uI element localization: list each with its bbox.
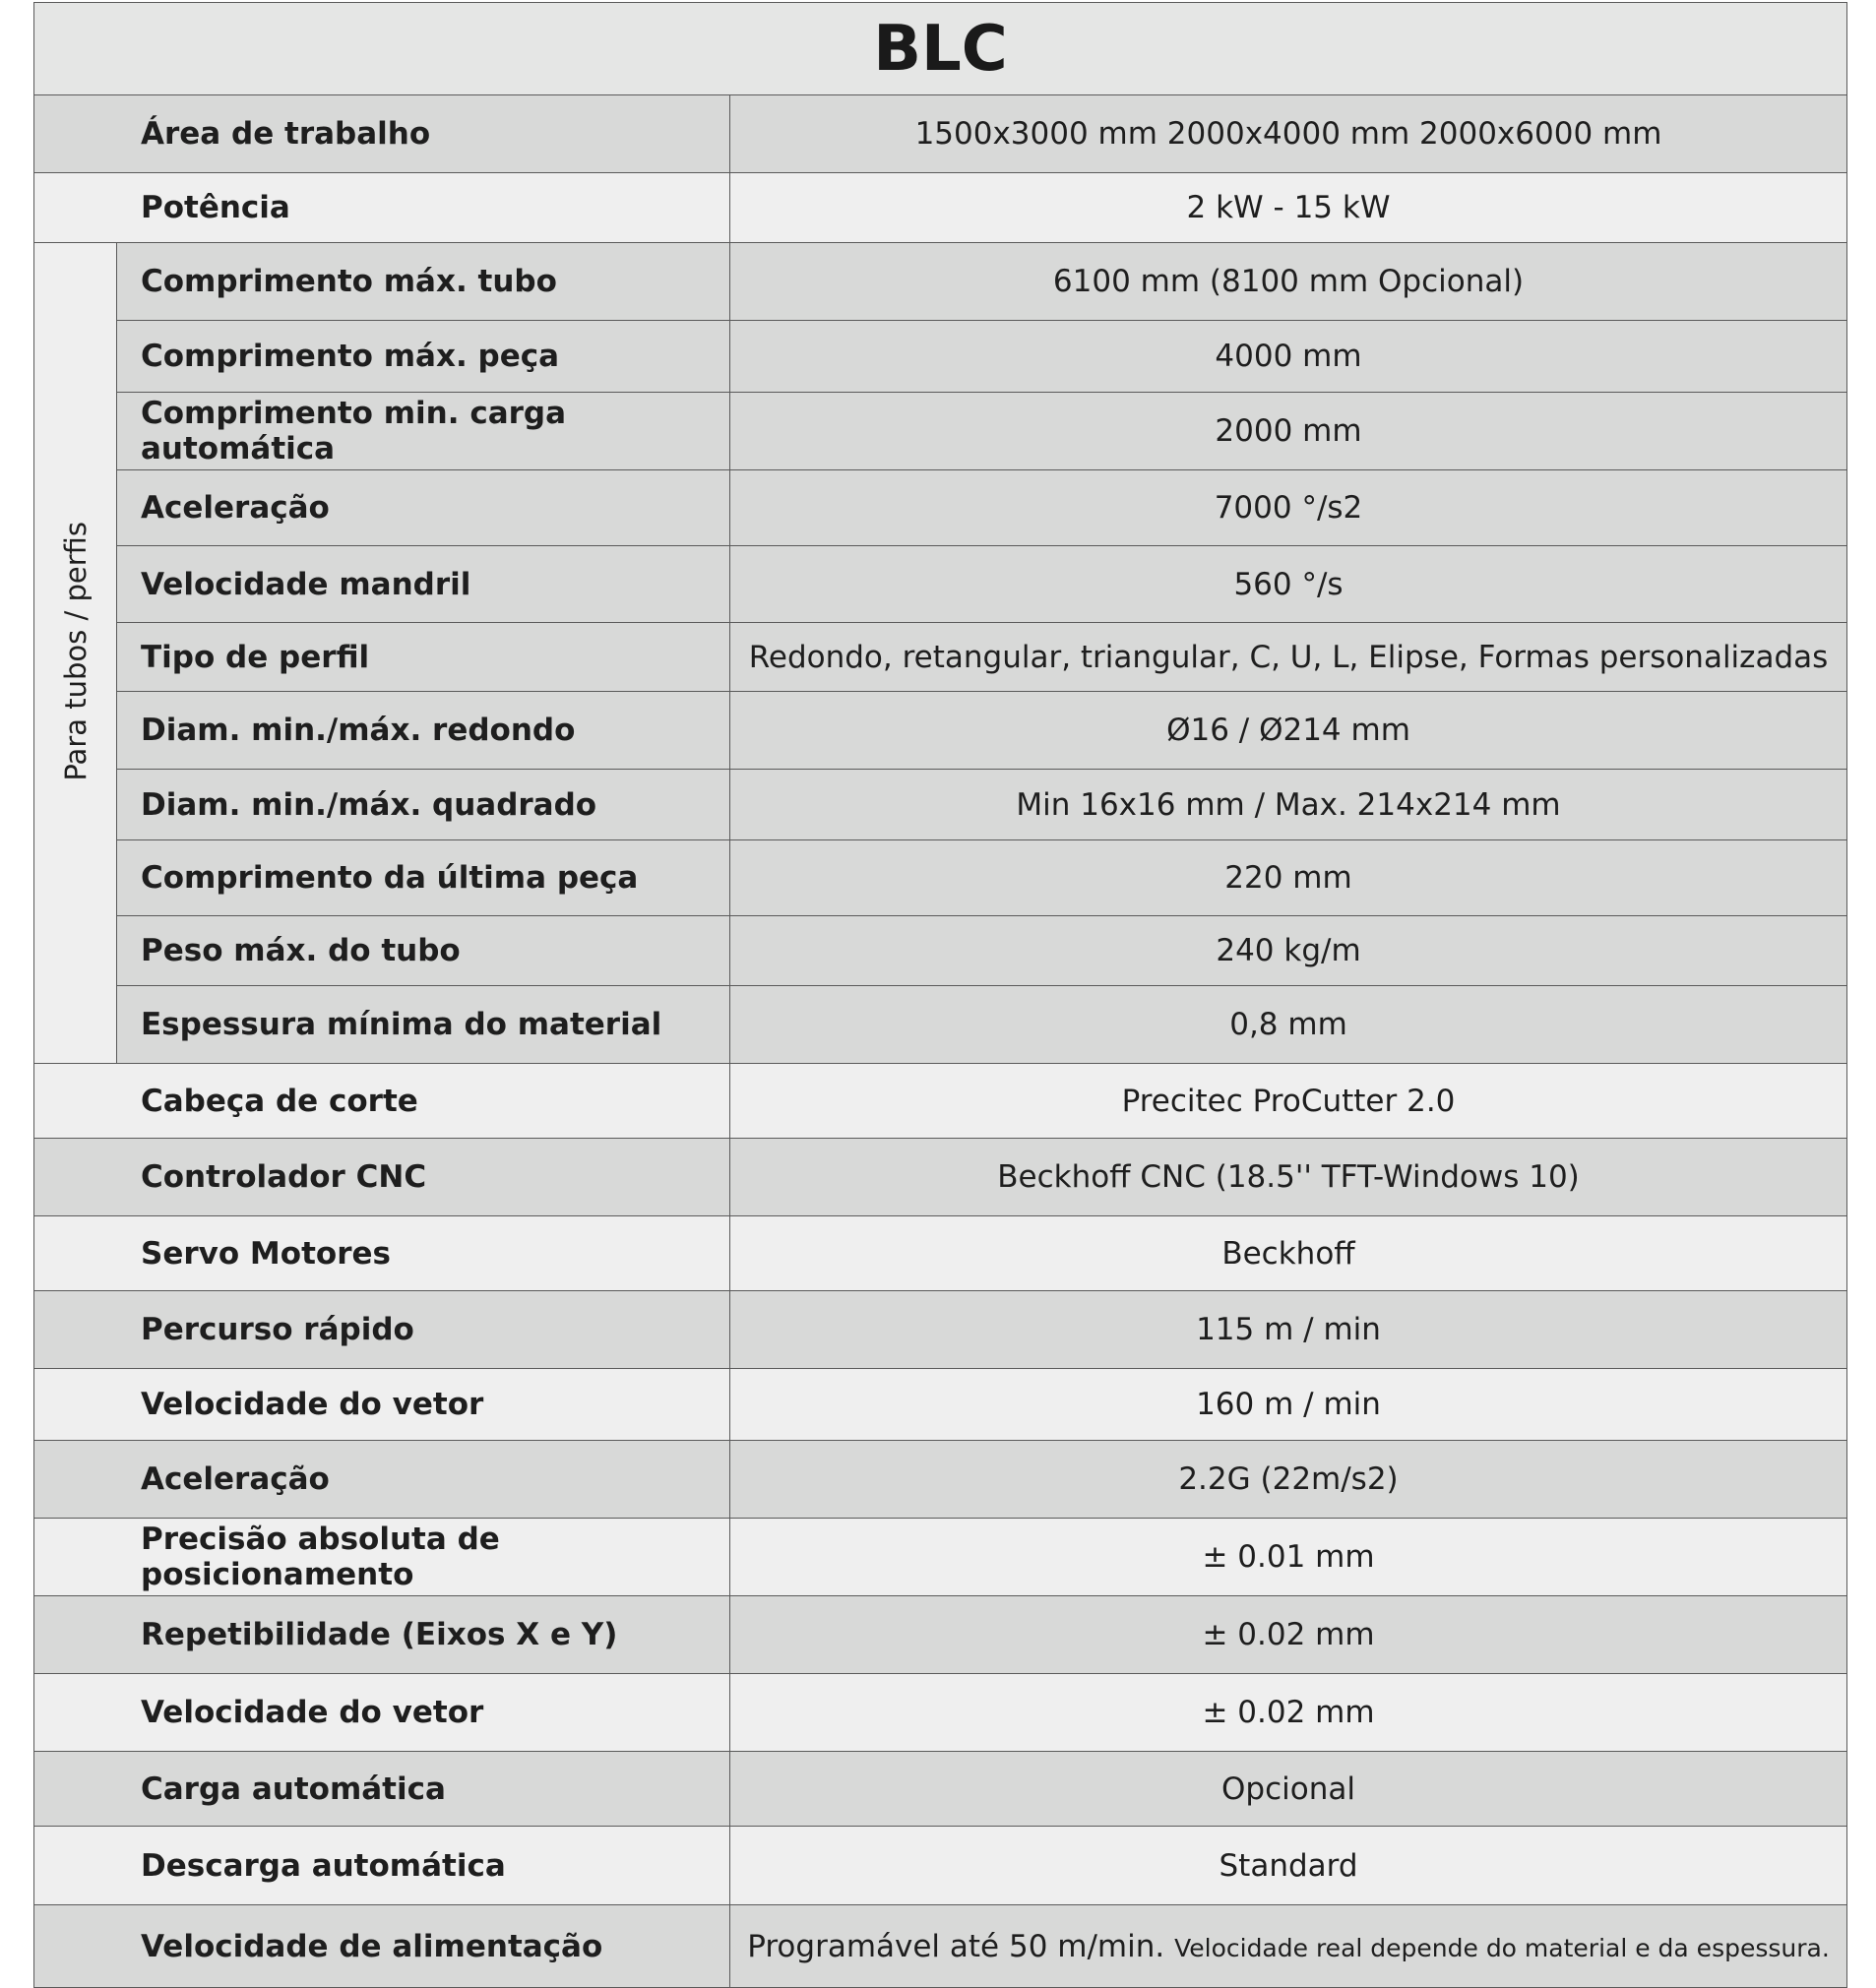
spec-label: Velocidade do vetor (34, 1674, 730, 1752)
spec-row-comprimento-max-tubo (34, 243, 1847, 321)
spec-row-comprimento-max-peca (34, 321, 1847, 393)
spec-value: Ø16 / Ø214 mm (730, 692, 1847, 770)
spec-row-descarga-automatica (34, 1827, 1847, 1905)
spec-row-aceleracao-mandril (34, 470, 1847, 546)
spec-label: Repetibilidade (Eixos X e Y) (34, 1596, 730, 1674)
spec-value: ± 0.02 mm (730, 1674, 1847, 1752)
spec-row-diam-quadrado (34, 770, 1847, 840)
spec-label: Controlador CNC (34, 1139, 730, 1216)
spec-row-potencia (34, 173, 1847, 243)
spec-value: 240 kg/m (730, 916, 1847, 986)
group-label: Para tubos / perfis (58, 521, 93, 781)
spec-label: Comprimento máx. peça (117, 321, 730, 393)
spec-label: Aceleração (34, 1441, 730, 1519)
spec-label: Potência (34, 173, 730, 243)
spec-label: Aceleração (117, 470, 730, 546)
spec-value: Min 16x16 mm / Max. 214x214 mm (730, 770, 1847, 840)
spec-label: Percurso rápido (34, 1291, 730, 1369)
spec-value: 2.2G (22m/s2) (730, 1441, 1847, 1519)
spec-value: Redondo, retangular, triangular, C, U, L, Elipse, Formas personalizadas (730, 623, 1847, 692)
spec-value: Standard (730, 1827, 1847, 1905)
spec-row-tipo-de-perfil (34, 623, 1847, 692)
spec-label: Tipo de perfil (117, 623, 730, 692)
spec-row-comprimento-ultima-peca (34, 840, 1847, 916)
spec-row-cabeca-de-corte (34, 1064, 1847, 1139)
title-row (34, 3, 1847, 95)
spec-value: 0,8 mm (730, 986, 1847, 1064)
spec-label: Comprimento da última peça (117, 840, 730, 916)
spec-value: Precitec ProCutter 2.0 (730, 1064, 1847, 1139)
spec-value: Opcional (730, 1752, 1847, 1827)
table-title: BLC (34, 3, 1847, 95)
spec-label: Espessura mínima do material (117, 986, 730, 1064)
spec-row-percurso-rapido (34, 1291, 1847, 1369)
spec-label: Diam. min./máx. quadrado (117, 770, 730, 840)
spec-value: 115 m / min (730, 1291, 1847, 1369)
spec-label: Descarga automática (34, 1827, 730, 1905)
spec-row-servo-motores (34, 1216, 1847, 1291)
spec-row-repetibilidade (34, 1596, 1847, 1674)
spec-label: Servo Motores (34, 1216, 730, 1291)
spec-row-velocidade-do-vetor (34, 1369, 1847, 1441)
spec-label: Cabeça de corte (34, 1064, 730, 1139)
spec-row-aceleracao (34, 1441, 1847, 1519)
spec-value: ± 0.01 mm (730, 1519, 1847, 1596)
spec-row-carga-automatica (34, 1752, 1847, 1827)
spec-value: 2 kW - 15 kW (730, 173, 1847, 243)
spec-row-peso-max-tubo (34, 916, 1847, 986)
spec-value-note: Velocidade real depende do material e da espessura. (1174, 1933, 1830, 1962)
spec-label: Comprimento máx. tubo (117, 243, 730, 321)
spec-value: 7000 °/s2 (730, 470, 1847, 546)
spec-table (33, 2, 1847, 1988)
spec-label: Carga automática (34, 1752, 730, 1827)
spec-row-velocidade-do-vetor-2 (34, 1674, 1847, 1752)
spec-value: 2000 mm (730, 393, 1847, 470)
group-label-cell (34, 243, 117, 1064)
spec-label: Velocidade de alimentação (34, 1905, 730, 1988)
spec-label: Comprimento min. carga automática (117, 393, 730, 470)
spec-label: Área de trabalho (34, 95, 730, 173)
spec-value: ± 0.02 mm (730, 1596, 1847, 1674)
spec-label: Diam. min./máx. redondo (117, 692, 730, 770)
spec-value (730, 1905, 1847, 1988)
spec-row-precisao-absoluta (34, 1519, 1847, 1596)
spec-value: Beckhoff (730, 1216, 1847, 1291)
spec-row-velocidade-de-alimentacao (34, 1905, 1847, 1988)
spec-value: Beckhoff CNC (18.5'' TFT-Windows 10) (730, 1139, 1847, 1216)
spec-row-velocidade-mandril (34, 546, 1847, 623)
spec-value-main: Programável até 50 m/min. (747, 1928, 1165, 1964)
spec-row-controlador-cnc (34, 1139, 1847, 1216)
spec-row-area-de-trabalho (34, 95, 1847, 173)
spec-label: Precisão absoluta de posicionamento (34, 1519, 730, 1596)
spec-value: 6100 mm (8100 mm Opcional) (730, 243, 1847, 321)
spec-label: Velocidade mandril (117, 546, 730, 623)
spec-value: 560 °/s (730, 546, 1847, 623)
spec-row-comprimento-min-carga (34, 393, 1847, 470)
spec-value: 4000 mm (730, 321, 1847, 393)
spec-row-diam-redondo (34, 692, 1847, 770)
spec-label: Peso máx. do tubo (117, 916, 730, 986)
spec-value: 160 m / min (730, 1369, 1847, 1441)
spec-value: 220 mm (730, 840, 1847, 916)
spec-label: Velocidade do vetor (34, 1369, 730, 1441)
spec-row-espessura-minima (34, 986, 1847, 1064)
spec-value: 1500x3000 mm 2000x4000 mm 2000x6000 mm (730, 95, 1847, 173)
